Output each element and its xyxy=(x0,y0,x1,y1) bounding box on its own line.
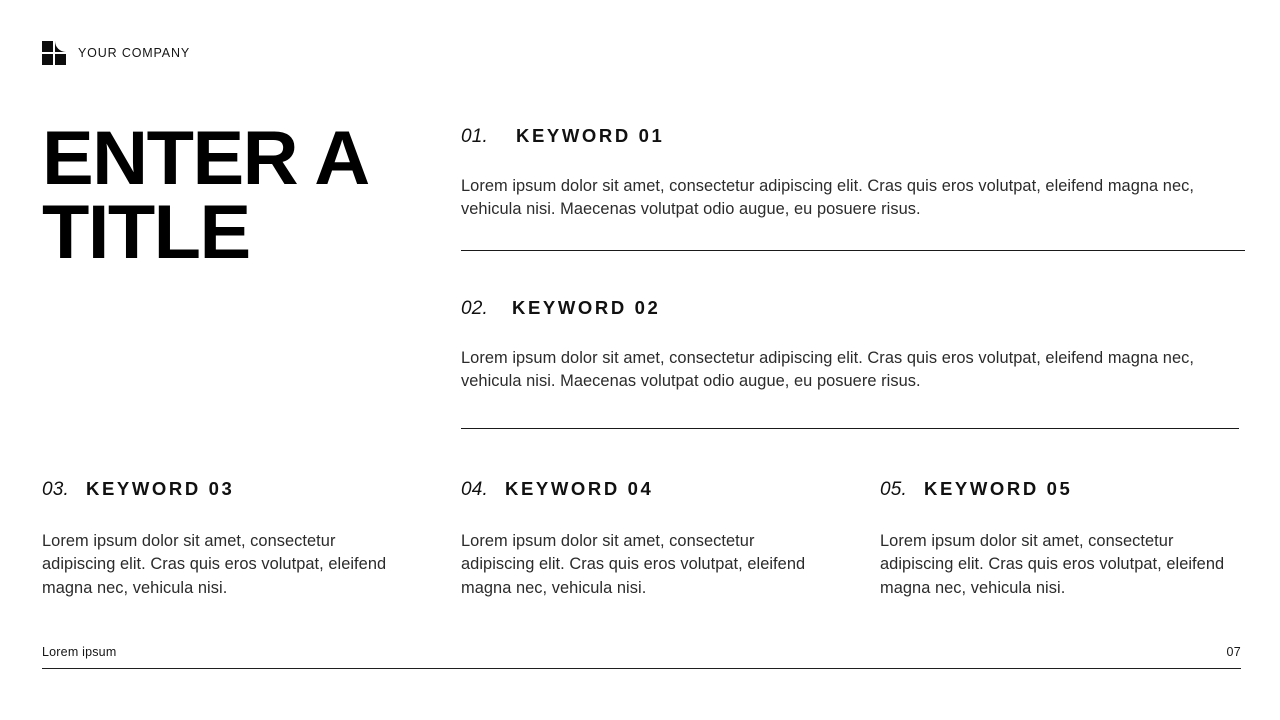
keyword-body-text: Lorem ipsum dolor sit amet, consectetur adipiscing elit. Cras quis eros volutpat, eleifend magna nec, vehicula nisi. Maecenas volutpat odio augue, eu posuere risus. xyxy=(461,177,1194,219)
slide-footer xyxy=(42,645,1241,669)
keyword-block-03 xyxy=(42,478,461,600)
keyword-number: 03. xyxy=(42,479,70,500)
keyword-body-text: Lorem ipsum dolor sit amet, consectetur adipiscing elit. Cras quis eros volutpat, eleifend magna nec, vehicula nisi. Maecenas volutpat odio augue, eu posuere risus. xyxy=(461,349,1194,391)
keyword-block-05 xyxy=(880,478,1242,600)
keyword-heading xyxy=(461,125,1247,148)
keyword-block-04 xyxy=(461,478,880,600)
keyword-number: 01. xyxy=(461,126,489,147)
divider-rule xyxy=(461,250,1245,251)
footer-row xyxy=(42,645,1241,668)
keyword-heading xyxy=(42,478,461,501)
title-line-1: ENTER A xyxy=(42,116,369,201)
keyword-heading xyxy=(880,478,1242,501)
page-title xyxy=(42,116,440,276)
page-number: 07 xyxy=(1226,645,1241,659)
title-line-2: TITLE xyxy=(42,190,250,276)
abstract-b-mark-icon xyxy=(42,41,67,65)
footer-divider-rule xyxy=(42,668,1241,669)
keyword-columns-row xyxy=(42,478,1242,600)
keyword-body-text: Lorem ipsum dolor sit amet, consectetur adipiscing elit. Cras quis eros volutpat, eleifend magna nec, vehicula nisi. xyxy=(461,532,806,597)
keyword-number: 05. xyxy=(880,479,908,500)
keyword-body-text: Lorem ipsum dolor sit amet, consectetur adipiscing elit. Cras quis eros volutpat, eleifend magna nec, vehicula nisi. xyxy=(42,532,387,597)
keyword-label: KEYWORD 05 xyxy=(924,478,1073,499)
keyword-heading xyxy=(461,478,880,501)
keyword-block-01 xyxy=(461,125,1247,222)
keyword-number: 02. xyxy=(461,298,489,319)
keyword-number: 04. xyxy=(461,479,489,500)
keyword-label: KEYWORD 04 xyxy=(505,478,654,499)
brand-name: YOUR COMPANY xyxy=(78,45,191,60)
divider-rule xyxy=(461,428,1239,429)
keyword-label: KEYWORD 01 xyxy=(516,125,665,146)
brand-lockup xyxy=(42,41,190,65)
keyword-label: KEYWORD 02 xyxy=(512,297,661,318)
keyword-label: KEYWORD 03 xyxy=(86,478,235,499)
keyword-body-text: Lorem ipsum dolor sit amet, consectetur adipiscing elit. Cras quis eros volutpat, eleifend magna nec, vehicula nisi. xyxy=(880,532,1225,597)
footer-label: Lorem ipsum xyxy=(42,645,117,659)
keyword-heading xyxy=(461,297,1247,320)
keyword-block-02 xyxy=(461,297,1247,394)
